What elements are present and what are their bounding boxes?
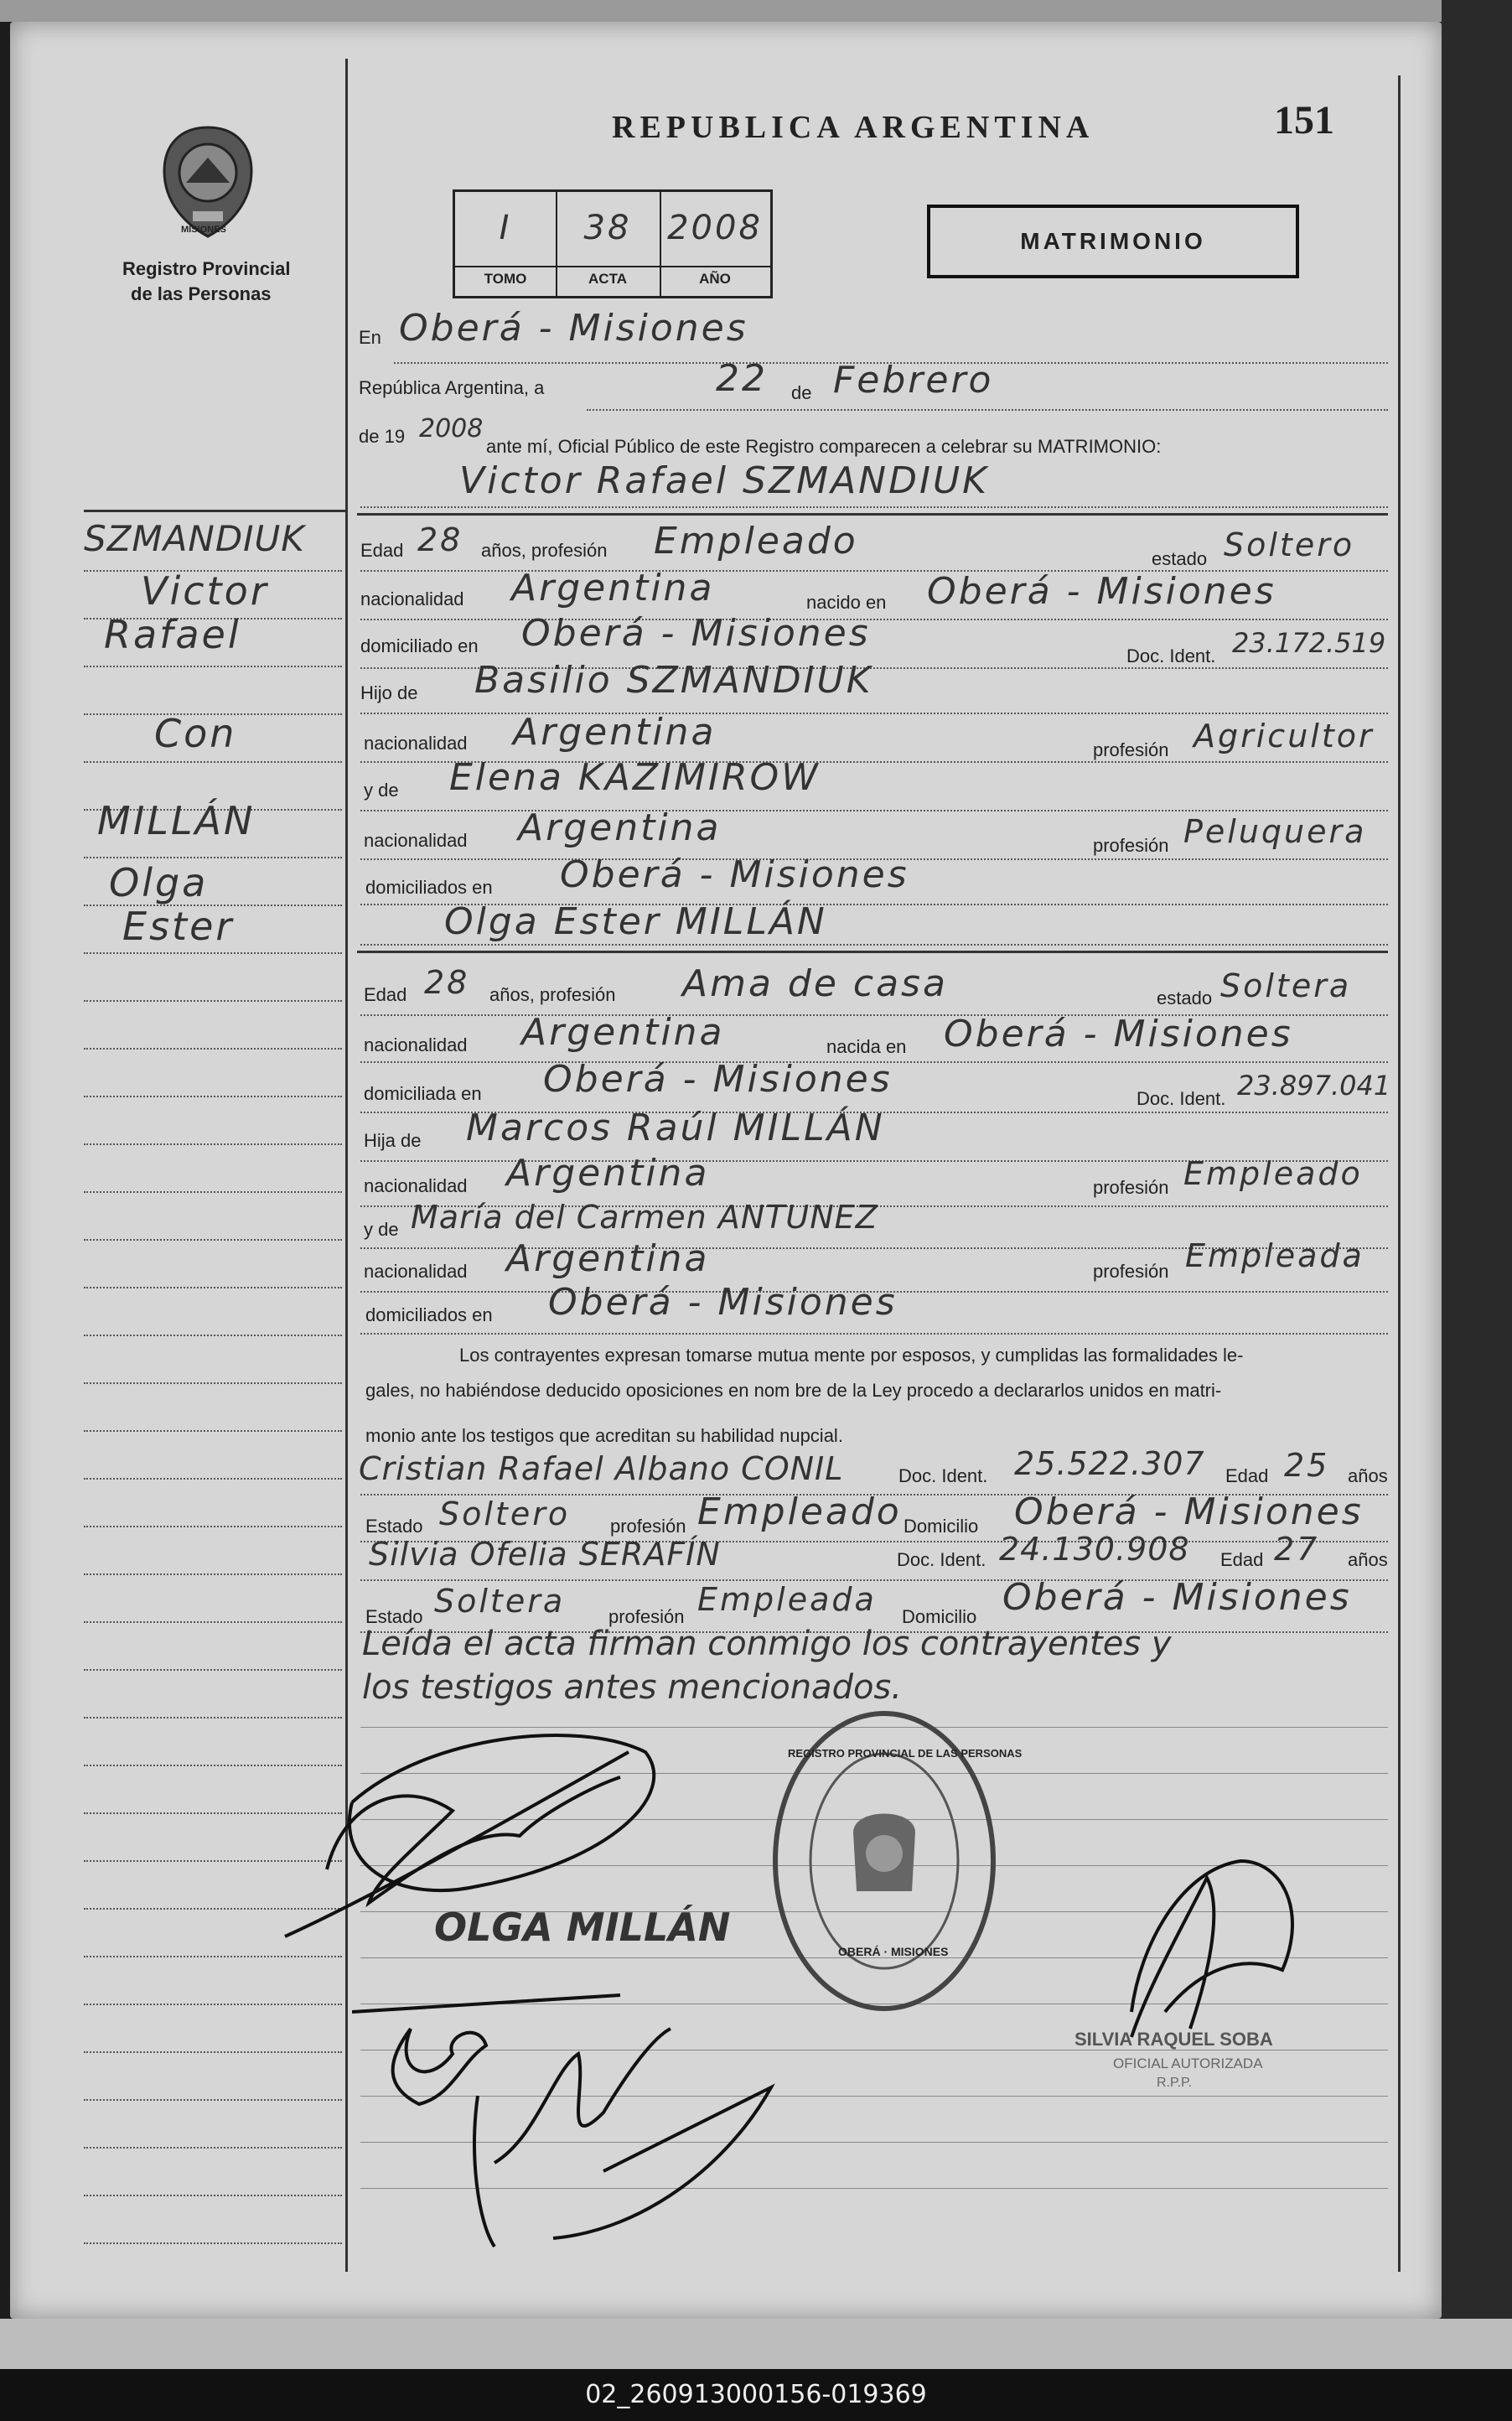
- witness2-estado-label: Estado: [365, 1606, 423, 1627]
- officer-org: R.P.P.: [1157, 2076, 1193, 2090]
- witness1-doc: 25.522.307: [1014, 1445, 1205, 1482]
- background-right: [1442, 0, 1512, 2421]
- record-box: [453, 189, 773, 298]
- groom-father-nat-label: nacionalidad: [364, 733, 468, 754]
- bride-domiciliada-label: domiciliada en: [364, 1083, 482, 1104]
- en-label: En: [359, 327, 381, 348]
- groom-nationality: Argentina: [511, 567, 715, 609]
- witness1-estado-label: Estado: [365, 1516, 423, 1537]
- bride-section-rule: [357, 951, 1388, 953]
- groom-domiciliado-label: domiciliado en: [360, 635, 479, 656]
- groom-father-nationality: Argentina: [513, 711, 717, 754]
- bride-age: 28: [424, 964, 470, 1001]
- file-id-label: 02_260913000156-019369: [0, 2369, 1512, 2421]
- date-line: [587, 409, 1388, 411]
- margin-line-3: Rafael: [104, 612, 241, 657]
- witness1-anios-label: años: [1348, 1465, 1388, 1486]
- witness2-doc: 24.130.908: [999, 1531, 1190, 1568]
- tomo-value: I: [499, 209, 512, 247]
- margin-rule: [84, 1143, 342, 1145]
- anio-value: 2008: [667, 209, 763, 247]
- witness2-profession: Empleada: [697, 1581, 877, 1618]
- margin-line-1: SZMANDIUK: [84, 518, 305, 559]
- bride-row8-line: [360, 1333, 1388, 1335]
- groom-mother-yde-label: y de: [364, 780, 399, 801]
- margin-line-2: Victor: [141, 568, 269, 614]
- bride-birthplace: Oberá - Misiones: [944, 1013, 1293, 1055]
- margin-rule: [84, 1000, 342, 1002]
- republica-label: República Argentina, a: [359, 377, 545, 398]
- groom-nacido-label: nacido en: [806, 592, 887, 613]
- declaration-line-2: gales, no habiéndose deducido oposiciones en nom bre de la Ley procedo a declararlos unidos en matri-: [365, 1380, 1222, 1401]
- tomo-label: TOMO: [455, 266, 556, 288]
- bride-doc-label: Doc. Ident.: [1137, 1088, 1226, 1109]
- margin-rule: [84, 2099, 342, 2101]
- witness2-anios-label: años: [1348, 1549, 1388, 1570]
- groom-name-line: [360, 506, 1388, 508]
- witness2-name: Silvia Ofelia SERAFÍN: [369, 1536, 721, 1573]
- bride-nationality: Argentina: [521, 1011, 725, 1054]
- crest-text: MISIONES: [181, 225, 226, 235]
- witness-signatures: [352, 1970, 788, 2263]
- closing-line-2: los testigos antes mencionados.: [362, 1668, 902, 1707]
- groom-mother-nat-label: nacionalidad: [364, 830, 468, 851]
- bride-mother-yde-label: y de: [364, 1219, 399, 1240]
- witness1-name: Cristian Rafael Albano CONIL: [359, 1450, 844, 1487]
- bride-domicile: Oberá - Misiones: [543, 1058, 893, 1101]
- bride-father-profession: Empleado: [1183, 1155, 1363, 1192]
- groom-parents-dom-label: domiciliados en: [365, 877, 493, 898]
- margin-rule: [84, 1239, 342, 1241]
- background-bottom: [0, 2319, 1512, 2369]
- groom-profession: Empleado: [654, 520, 858, 562]
- registry-line-1: Registro Provincial: [122, 258, 291, 279]
- margin-rule: [84, 2147, 342, 2149]
- margin-rule: [84, 1430, 342, 1432]
- officer-name: SILVIA RAQUEL SOBA: [1074, 2029, 1273, 2050]
- margin-rule: [84, 1526, 342, 1527]
- witness1-domicilio-label: Domicilio: [904, 1516, 979, 1537]
- bride-profession: Ama de casa: [682, 962, 948, 1005]
- bride-name: Olga Ester MILLÁN: [444, 900, 827, 943]
- bride-mother-nationality: Argentina: [506, 1237, 710, 1280]
- margin-rule: [84, 1287, 342, 1288]
- margin-rule: [84, 1382, 342, 1384]
- margin-rule: [84, 1048, 342, 1050]
- anio-cell: [660, 192, 770, 296]
- margin-header-rule: [84, 510, 345, 512]
- witness1-profession: Empleado: [697, 1490, 902, 1533]
- declaration-line-1: Los contrayentes expresan tomarse mutua mente por esposos, y cumplidas las formalidades le-: [459, 1345, 1244, 1366]
- witness2-age: 27: [1274, 1531, 1320, 1568]
- bride-father: Marcos Raúl MILLÁN: [466, 1107, 885, 1149]
- groom-edad-label: Edad: [360, 540, 404, 561]
- witness1-domicile: Oberá - Misiones: [1014, 1490, 1364, 1533]
- bride-doc: 23.897.041: [1237, 1070, 1391, 1102]
- margin-rule: [84, 2195, 342, 2196]
- groom-birthplace: Oberá - Misiones: [927, 570, 1276, 613]
- groom-status: Soltero: [1224, 526, 1355, 563]
- bride-estado-label: estado: [1157, 988, 1213, 1008]
- bride-mother-profession: Empleada: [1185, 1237, 1364, 1274]
- background-top: [0, 0, 1512, 22]
- margin-line-5: MILLÁN: [97, 798, 256, 843]
- witness1-status: Soltero: [439, 1496, 571, 1532]
- margin-rule: [84, 1621, 342, 1623]
- witness1-profesion-label: profesión: [610, 1516, 686, 1537]
- witness1-edad-label: Edad: [1225, 1465, 1269, 1486]
- margin-rule: [84, 1478, 342, 1480]
- margin-rule: [84, 2051, 342, 2053]
- groom-estado-label: estado: [1152, 548, 1208, 569]
- witness2-domicile: Oberá - Misiones: [1002, 1576, 1352, 1619]
- witness2-domicilio-label: Domicilio: [902, 1606, 977, 1627]
- margin-line-7: Ester: [122, 904, 235, 949]
- margin-rule: [84, 761, 342, 763]
- seal-top-text: REGISTRO PROVINCIAL DE LAS PERSONAS: [788, 1747, 1023, 1760]
- groom-doc: 23.172.519: [1232, 627, 1386, 659]
- witness1-age: 25: [1284, 1447, 1330, 1484]
- province-crest-icon: [156, 124, 260, 240]
- margin-rule: [84, 1191, 342, 1193]
- margin-rule: [84, 2004, 342, 2005]
- statement-text: ante mí, Oficial Público de este Registro comparecen a celebrar su MATRIMONIO:: [486, 436, 1162, 457]
- margin-line-6: Olga: [109, 860, 209, 905]
- margin-rule: [84, 666, 342, 667]
- groom-mother-nationality: Argentina: [518, 806, 722, 849]
- closing-line-1: Leída el acta firman conmigo los contrayentes y: [362, 1625, 1172, 1663]
- margin-rule: [84, 1573, 342, 1575]
- groom-mother-profession: Peluquera: [1183, 813, 1367, 850]
- margin-line-4: Con: [154, 711, 237, 756]
- margin-rule: [84, 857, 342, 858]
- margin-rule: [84, 1335, 342, 1336]
- groom-mother: Elena KAZIMIROW: [449, 756, 821, 799]
- acta-cell: [556, 192, 661, 296]
- groom-mother-prof-label: profesión: [1093, 835, 1169, 856]
- tomo-cell: [455, 192, 557, 296]
- groom-father-profession: Agricultor: [1194, 718, 1375, 754]
- margin-rule: [84, 952, 342, 954]
- bride-nacionalidad-label: nacionalidad: [364, 1034, 468, 1055]
- officer-signature: [1115, 1844, 1324, 2045]
- bride-mother-prof-label: profesión: [1093, 1261, 1169, 1282]
- bride-edad-label: Edad: [364, 984, 407, 1005]
- groom-nacionalidad-label: nacionalidad: [360, 588, 464, 609]
- acta-label: ACTA: [556, 266, 660, 288]
- day-value: 22: [716, 357, 768, 400]
- groom-row2-line: [360, 619, 1388, 620]
- witness2-edad-label: Edad: [1220, 1549, 1264, 1570]
- page-number: 151: [1274, 98, 1334, 143]
- groom-age: 28: [417, 521, 463, 558]
- witness1-doc-label: Doc. Ident.: [898, 1465, 988, 1486]
- margin-rule: [84, 1096, 342, 1097]
- groom-section-rule: [357, 513, 1388, 516]
- witness2-doc-label: Doc. Ident.: [897, 1549, 986, 1570]
- margin-rule: [84, 2242, 342, 2244]
- bride-nacida-label: nacida en: [826, 1036, 907, 1057]
- year-prefix-label: de 19: [359, 426, 406, 447]
- bride-name-line: [360, 944, 1388, 946]
- witness2-status: Soltera: [434, 1583, 566, 1620]
- bride-father-nationality: Argentina: [506, 1152, 710, 1195]
- place-value: Oberá - Misiones: [399, 307, 748, 350]
- bride-mother: María del Carmen ANTUNEZ: [411, 1199, 878, 1236]
- margin-rule: [84, 1669, 342, 1671]
- acta-value: 38: [583, 209, 632, 247]
- groom-father-prof-label: profesión: [1093, 739, 1169, 760]
- bride-parents-dom-label: domiciliados en: [365, 1304, 493, 1325]
- bride-parents-domicile: Oberá - Misiones: [548, 1281, 898, 1324]
- groom-profesion-label: años, profesión: [481, 540, 608, 561]
- country-title: REPUBLICA ARGENTINA: [612, 110, 1095, 145]
- seal-bottom-text: OBERÁ · MISIONES: [838, 1945, 949, 1958]
- bride-profesion-label: años, profesión: [489, 984, 616, 1005]
- declaration-line-3: monio ante los testigos que acreditan su habilidad nupcial.: [365, 1425, 843, 1446]
- bride-status: Soltera: [1220, 967, 1352, 1004]
- bride-hija-label: Hija de: [364, 1130, 422, 1151]
- bride-signature: OLGA MILLÁN: [434, 1905, 731, 1950]
- witness2-profesion-label: profesión: [608, 1606, 685, 1627]
- bride-father-nat-label: nacionalidad: [364, 1175, 468, 1196]
- groom-domicile: Oberá - Misiones: [521, 612, 871, 655]
- bride-mother-nat-label: nacionalidad: [364, 1261, 468, 1282]
- right-border: [1398, 75, 1401, 2272]
- registry-line-2: de las Personas: [131, 283, 272, 304]
- groom-doc-label: Doc. Ident.: [1126, 645, 1216, 666]
- groom-parents-domicile: Oberá - Misiones: [560, 853, 909, 896]
- anio-label: AÑO: [660, 266, 770, 288]
- groom-father: Basilio SZMANDIUK: [474, 659, 873, 702]
- groom-hijo-label: Hijo de: [360, 682, 418, 703]
- month-value: Febrero: [833, 359, 994, 402]
- groom-name: Victor Rafael SZMANDIUK: [459, 459, 989, 502]
- groom-row6-line: [360, 810, 1388, 811]
- year-value: 2008: [419, 414, 484, 443]
- month-de-label: de: [791, 382, 812, 403]
- officer-title: OFICIAL AUTORIZADA: [1113, 2056, 1263, 2071]
- act-type-box: MATRIMONIO: [927, 205, 1299, 278]
- bride-father-prof-label: profesión: [1093, 1177, 1169, 1198]
